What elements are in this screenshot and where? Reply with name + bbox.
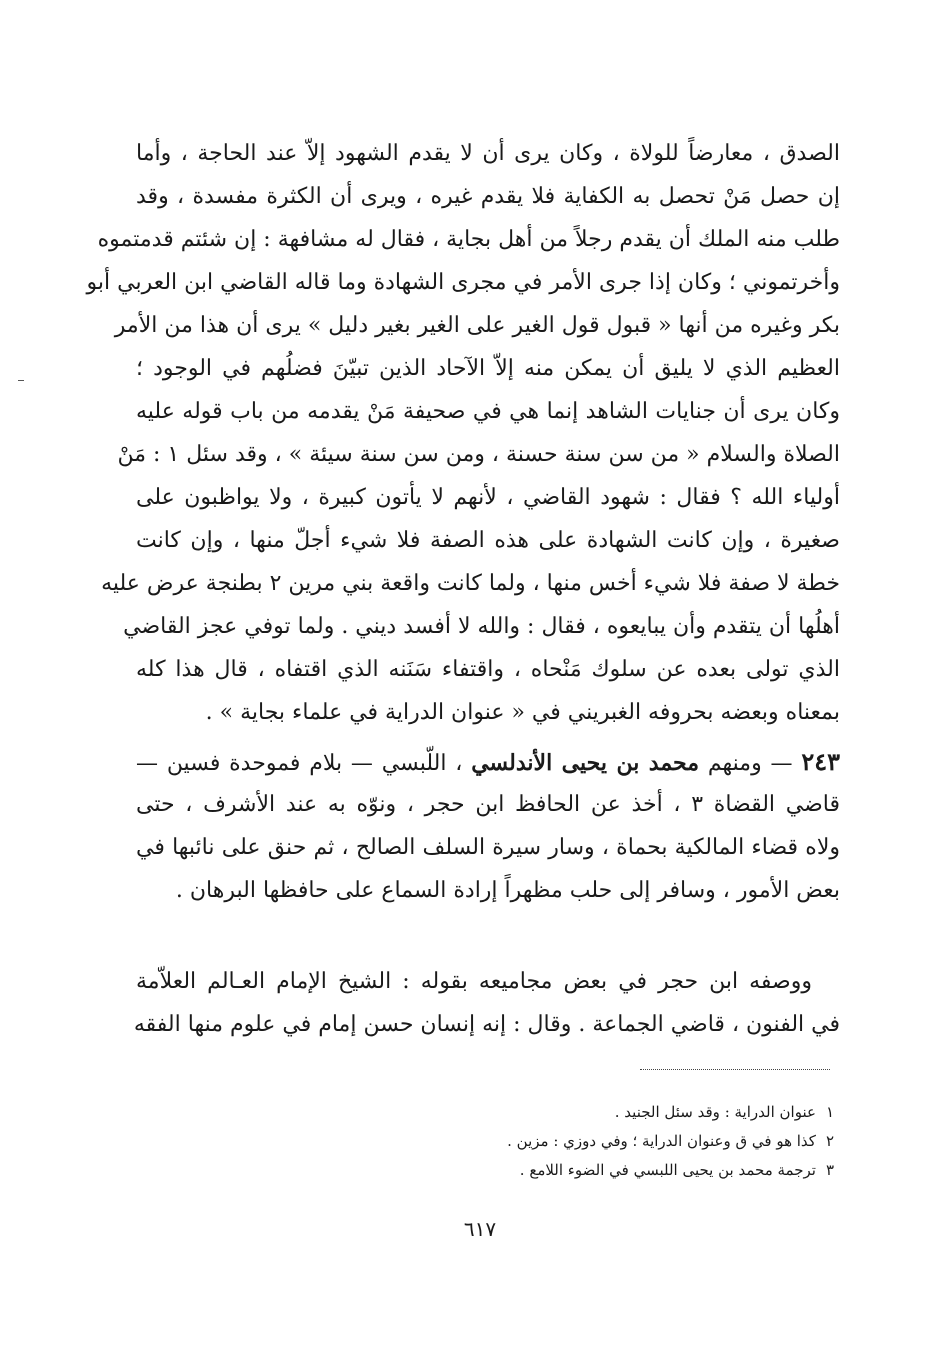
text-line: بعض الأمور ، وسافر إلى حلب مظهراً إرادة السماع على حافظها البرهان .: [175, 878, 840, 903]
entry-paragraph: [136, 740, 840, 912]
text-line: خطة لا صفة فلا شيء أخس منها ، ولما كانت واقعة بني مرين ٢ بطنجة عرض عليه: [101, 571, 840, 596]
text-line: الذي تولى بعده عن سلوك مَنْحاه ، واقتفاء سَنَنه الذي اقتفاه ، قال هذا كله: [136, 657, 840, 682]
text-line: قاضي القضاة ٣ ، أخذ عن الحافظ ابن حجر ، ونوّه به عند الأشرف ، حتى: [136, 792, 840, 817]
text-line: أهلُها أن يتقدم وأن يبايعوه ، فقال : والله لا أفسد ديني . ولما توفي عجز القاضي: [123, 614, 840, 639]
footnote-number: ١: [825, 1103, 834, 1121]
text-line: طلب منه الملك أن يقدم رجلاً من أهل بجاية ، فقال له مشافهة : إن شئتم قدمتموه: [97, 227, 840, 252]
footnote: [334, 1156, 834, 1185]
entry-intro: — ومنهم: [699, 751, 802, 776]
margin-mark: [18, 380, 24, 381]
text-line: وكان يرى أن جنايات الشاهد إنما هي في صحيفة مَنْ يقدمه من باب قوله عليه: [136, 399, 840, 424]
entry-nisba: ، اللّبسي — بلام فموحدة فسين —: [136, 751, 472, 776]
footnote-text: كذا هو في ق وعنوان الدراية ؛ وفي دوزي : مزين .: [507, 1132, 816, 1150]
footnote-number: ٣: [825, 1161, 834, 1179]
entry-heading-line: [136, 740, 840, 783]
text-line: أولياء الله ؟ فقال : شهود القاضي ، لأنهم لا يأتون كبيرة ، ولا يواظبون على: [136, 485, 840, 510]
text-line: وأخرتموني ؛ وكان إذا جرى الأمر في مجرى الشهادة وما قاله القاضي ابن العربي أبو: [86, 270, 840, 295]
main-paragraph-1: [86, 132, 840, 734]
text-line: إن حصل مَنْ تحصل به الكفاية فلا يقدم غيره ، ويرى أن الكثرة مفسدة ، وقد: [136, 184, 840, 209]
footnote-text: عنوان الدراية : وقد سئل الجنيد .: [614, 1103, 816, 1121]
page-number: ٦١٧: [463, 1217, 497, 1241]
text-line: بمعناه وبعضه بحروفه الغبريني في « عنوان الدراية في علماء بجاية » .: [205, 700, 840, 725]
footnote-separator: [640, 1069, 830, 1070]
text-line: بكر وغيره من أنها « قبول قول الغير على الغير بغير دليل » يرى أن هذا من الأمر: [114, 313, 840, 338]
entry-number: ٢٤٣: [801, 747, 840, 776]
entry-name: محمد بن يحيى الأندلسي: [471, 750, 700, 776]
text-line: صغيرة ، وإن كانت الشهادة على هذه الصفة فلا شيء أجلّ منها ، وإن كانت: [136, 528, 840, 553]
text-line: العظيم الذي لا يليق أن يمكن منه إلاّ الآحاد الذين تبيّنَ فضلُهم في الوجود ؛: [136, 356, 840, 381]
footnote: [334, 1127, 834, 1156]
text-line: الصلاة والسلام « من سن سنة حسنة ، ومن سن سنة سيئة » ، وقد سئل ١ : مَنْ: [117, 442, 840, 467]
main-paragraph-3: [133, 960, 840, 1046]
text-line: في الفنون ، قاضي الجماعة . وقال : إنه إنسان حسن إمام في علوم منها الفقه: [133, 1012, 840, 1037]
footnote-text: ترجمة محمد بن يحيى اللبسي في الضوء اللامع .: [519, 1161, 816, 1179]
footnotes: [334, 1098, 834, 1185]
footnote: [334, 1098, 834, 1127]
text-line: ووصفه ابن حجر في بعض مجاميعه بقوله : الشيخ الإمام العـالم العلاّمة: [136, 969, 812, 994]
footnote-number: ٢: [825, 1132, 834, 1150]
text-line: ولاه قضاء المالكية بحماة ، وسار سيرة السلف الصالح ، ثم حنق على نائبها في: [136, 835, 840, 860]
text-line: الصدق ، معارضاً للولاة ، وكان يرى أن لا يقدم الشهود إلاّ عند الحاجة ، وأما: [136, 141, 840, 166]
